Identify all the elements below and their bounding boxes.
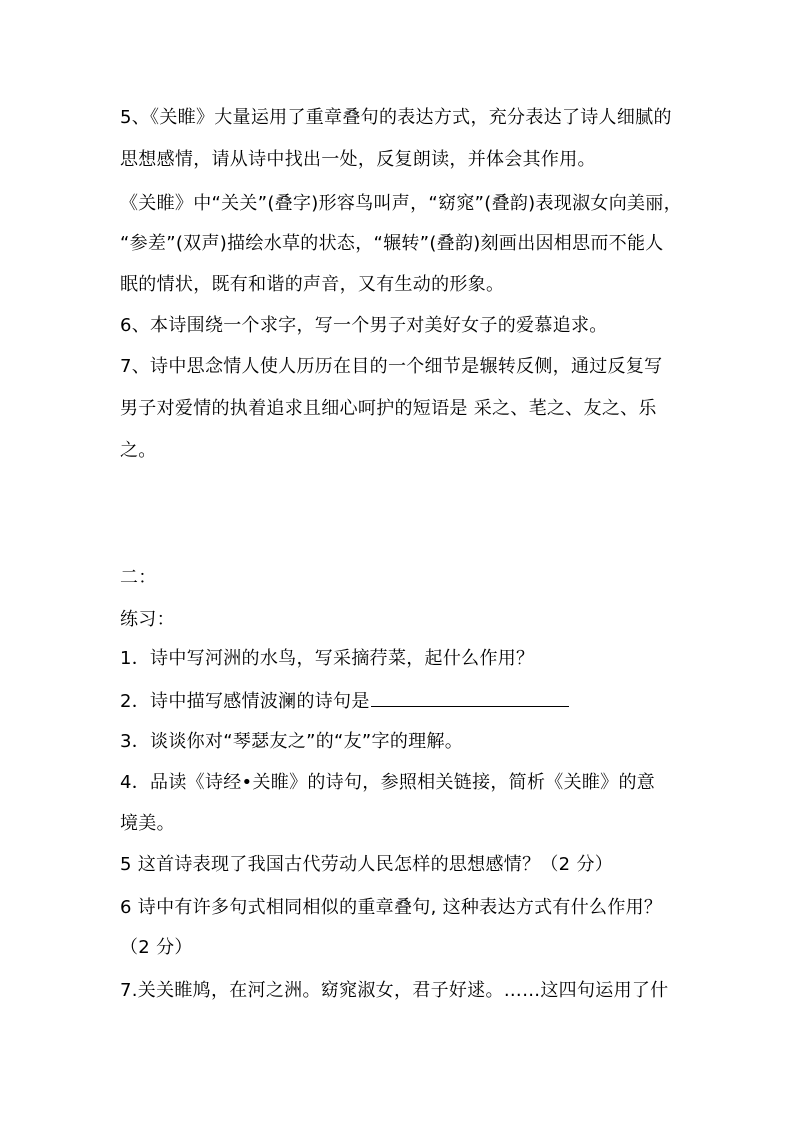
question-6: 6、本诗围绕一个求字，写一个男子对美好女子的爱慕追求。 [120, 315, 608, 336]
exercise-4-line-1: 4．品读《诗经•关睢》的诗句，参照相关链接，简析《关睢》的意 [120, 772, 656, 793]
answer-blank [371, 688, 569, 707]
exercise-6-line-2: （2 分） [120, 937, 193, 958]
question-7-line-3: 之。 [120, 440, 157, 461]
exercise-5: 5 这首诗表现了我国古代劳动人民怎样的思想感情？（2 分） [120, 854, 614, 875]
exercise-2 [120, 688, 680, 714]
answer-5-line-1: 《关睢》中“关关”(叠字)形容鸟叫声，“窈窕”(叠韵)表现淑女向美丽， [120, 193, 682, 214]
question-5-line-1: 5、《关睢》大量运用了重章叠句的表达方式，充分表达了诗人细腻的 [120, 107, 672, 128]
exercise-4-line-2: 境美。 [120, 813, 175, 834]
exercise-1: 1．诗中写河洲的水鸟，写采摘荇菜，起什么作用？ [120, 648, 535, 669]
answer-5-line-2: “参差”(双声)描绘水草的状态，“辗转”(叠韵)刻画出因相思而不能人 [120, 233, 664, 254]
exercise-6-line-1: 6 诗中有许多句式相同相似的重章叠句, 这种表达方式有什么作用？ [120, 897, 663, 918]
question-7-line-2: 男子对爱情的执着追求且细心呵护的短语是 采之、芼之、友之、乐 [120, 398, 657, 419]
exercise-7: 7.关关睢鸠，在河之洲。窈窕淑女，君子好逑。……这四句运用了什 [120, 980, 669, 1001]
exercise-3: 3．谈谈你对“琴瑟友之”的“友”字的理解。 [120, 731, 464, 752]
exercise-2-text: 2．诗中描写感情波澜的诗句是 [120, 691, 370, 712]
answer-5-line-3: 眠的情状，既有和谐的声音，又有生动的形象。 [120, 274, 505, 295]
practice-label: 练习： [120, 609, 175, 630]
question-5-line-2: 思想感情，请从诗中找出一处，反复朗读，并体会其作用。 [120, 149, 596, 170]
question-7-line-1: 7、诗中思念情人使人历历在目的一个细节是辗转反侧，通过反复写 [120, 356, 663, 377]
section-2-heading: 二： [120, 567, 157, 588]
